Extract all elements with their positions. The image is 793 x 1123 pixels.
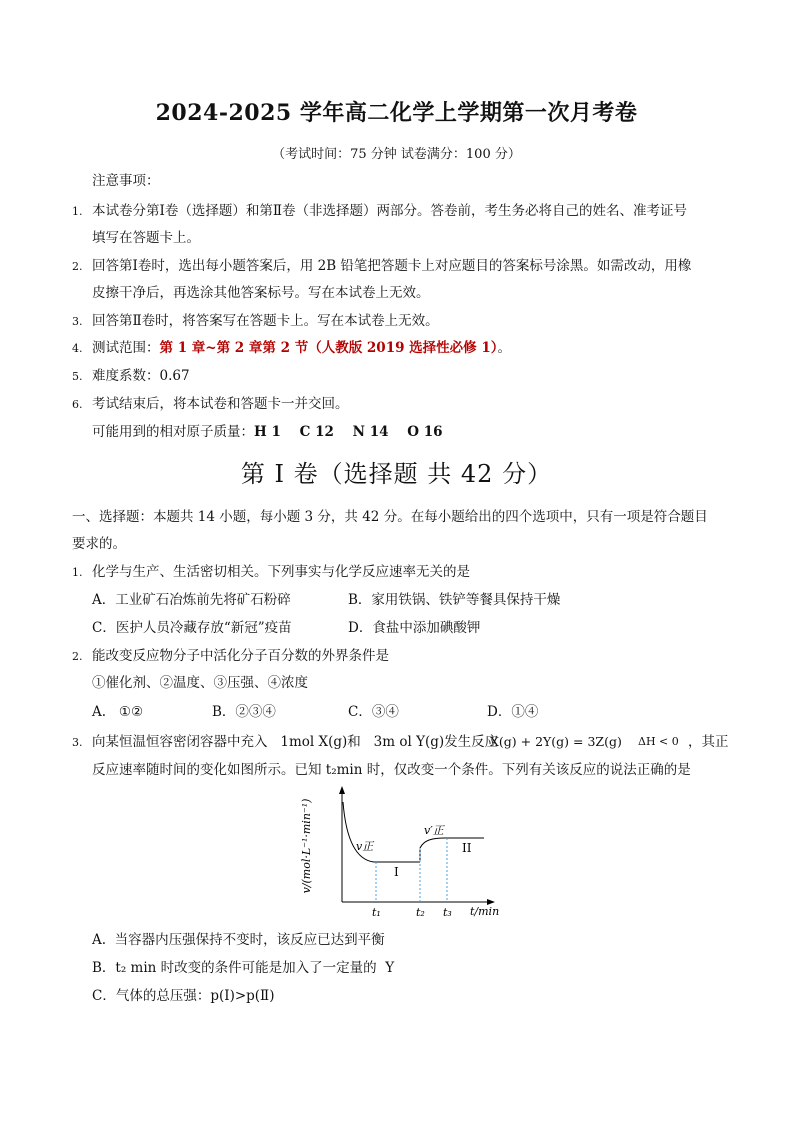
y-axis-label: v/(mol·L⁻¹·min⁻¹) <box>300 798 313 894</box>
note-6: 考试结束后，将本试卷和答题卡一并交回。 <box>92 396 349 412</box>
question-3-stem-part2: ，其正 <box>688 734 729 750</box>
question-number: 3. <box>72 736 83 749</box>
note-number: 3. <box>72 315 83 328</box>
question-3-option-b: B．t₂ min 时改变的条件可能是加入了一定量的 Y <box>92 960 395 976</box>
notes-heading: 注意事项： <box>92 173 160 189</box>
question-3-option-a: A. 当容器内压强保持不变时，该反应已达到平衡 <box>92 932 385 948</box>
region-1-label: I <box>394 865 399 879</box>
reaction-equation: X(g) + 2Y(g) = 3Z(g) <box>490 734 622 749</box>
curve-1-label: v正 <box>356 840 374 853</box>
question-1-option-a: A．工业矿石冶炼前先将矿石粉碎 <box>92 592 291 608</box>
tick-t1: t₁ <box>372 906 381 919</box>
note-number: 5. <box>72 370 83 383</box>
test-range-book: 选择性必修 1） <box>404 340 498 356</box>
test-range-edition: （人教版 <box>308 340 367 356</box>
question-2-option-d: D．①④ <box>487 704 539 720</box>
atomic-mass-label: 可能用到的相对原子质量： <box>92 424 254 440</box>
question-2-option-c: C．③④ <box>348 704 399 720</box>
note-number: 6. <box>72 398 83 411</box>
test-range-year: 2019 <box>366 340 405 356</box>
note-1-line2: 填写在答题卡上。 <box>92 230 200 246</box>
note-2-line2: 皮擦干净后，再选涂其他答案标号。写在本试卷上无效。 <box>92 285 430 301</box>
y-axis-arrow <box>339 786 345 794</box>
region-2-label: II <box>462 841 472 855</box>
section-heading: 第 I 卷（选择题 共 42 分） <box>240 460 553 488</box>
note-5: 难度系数：0.67 <box>92 368 190 384</box>
question-1-option-b: B．家用铁锅、铁铲等餐具保持干燥 <box>348 592 561 608</box>
question-1-option-d: D．食盐中添加碘酸钾 <box>348 620 481 636</box>
note-number: 1. <box>72 205 83 218</box>
tick-t3: t₃ <box>443 906 452 919</box>
note-2-line1: 回答第Ⅰ卷时，选出每小题答案后，用 2B 铅笔把答题卡上对应题目的答案标号涂黑。如需改动，用橡 <box>92 258 692 274</box>
question-number: 1. <box>72 566 83 579</box>
atomic-mass-values: H 1 C 12 N 14 O 16 <box>254 424 443 440</box>
rate-curve-1 <box>343 802 420 862</box>
question-1-option-c: C．医护人员冷藏存放“新冠”疫苗 <box>92 620 292 636</box>
rate-curve-2 <box>420 838 484 862</box>
section-intro-line2: 要求的。 <box>72 536 126 552</box>
curve-2-label: v′正 <box>424 824 444 837</box>
question-3-option-c: C．气体的总压强：p(Ⅰ)>p(Ⅱ) <box>92 988 275 1004</box>
question-number: 2. <box>72 650 83 663</box>
question-2-conditions: ①催化剂、②温度、③压强、④浓度 <box>92 675 308 691</box>
note-1-line1: 本试卷分第Ⅰ卷（选择题）和第Ⅱ卷（非选择题）两部分。答卷前，考生务必将自己的姓名、准考证号 <box>92 203 688 219</box>
exam-title: 2024-2025 学年高二化学上学期第一次月考卷 <box>155 100 638 126</box>
rate-time-graph <box>290 780 510 925</box>
question-1-stem: 化学与生产、生活密切相关。下列事实与化学反应速率无关的是 <box>92 564 470 580</box>
atomic-mass-line <box>92 423 443 441</box>
question-3-stem-part1: 向某恒温恒容密闭容器中充入 1mol X(g)和 3m ol Y(g)发生反应 <box>92 734 499 750</box>
question-2-stem: 能改变反应物分子中活化分子百分数的外界条件是 <box>92 648 389 664</box>
tick-t2: t₂ <box>416 906 425 919</box>
question-2-option-a: A. ①② <box>92 704 144 720</box>
test-range-suffix: 。 <box>497 340 512 356</box>
note-number: 4. <box>72 342 83 355</box>
test-range-chapters: 第 1 章~第 2 章第 2 节 <box>159 340 309 356</box>
exam-subtitle: （考试时间：75 分钟 试卷满分：100 分） <box>272 147 521 162</box>
question-3-stem-line2: 反应速率随时间的变化如图所示。已知 t₂min 时，仅改变一个条件。下列有关该反应的说法正确的是 <box>92 762 691 778</box>
note-4 <box>92 339 511 357</box>
section-intro-line1: 一、选择题：本题共 14 小题，每小题 3 分，共 42 分。在每小题给出的四个选项中，只有一项是符合题目 <box>72 509 708 525</box>
note-number: 2. <box>72 260 83 273</box>
note-3: 回答第Ⅱ卷时，将答案写在答题卡上。写在本试卷上无效。 <box>92 313 439 329</box>
x-axis-label: t/min <box>470 905 500 918</box>
question-2-option-b: B．②③④ <box>212 704 276 720</box>
test-range-prefix: 测试范围： <box>92 340 160 356</box>
enthalpy-change: ΔH < 0 <box>638 735 679 748</box>
